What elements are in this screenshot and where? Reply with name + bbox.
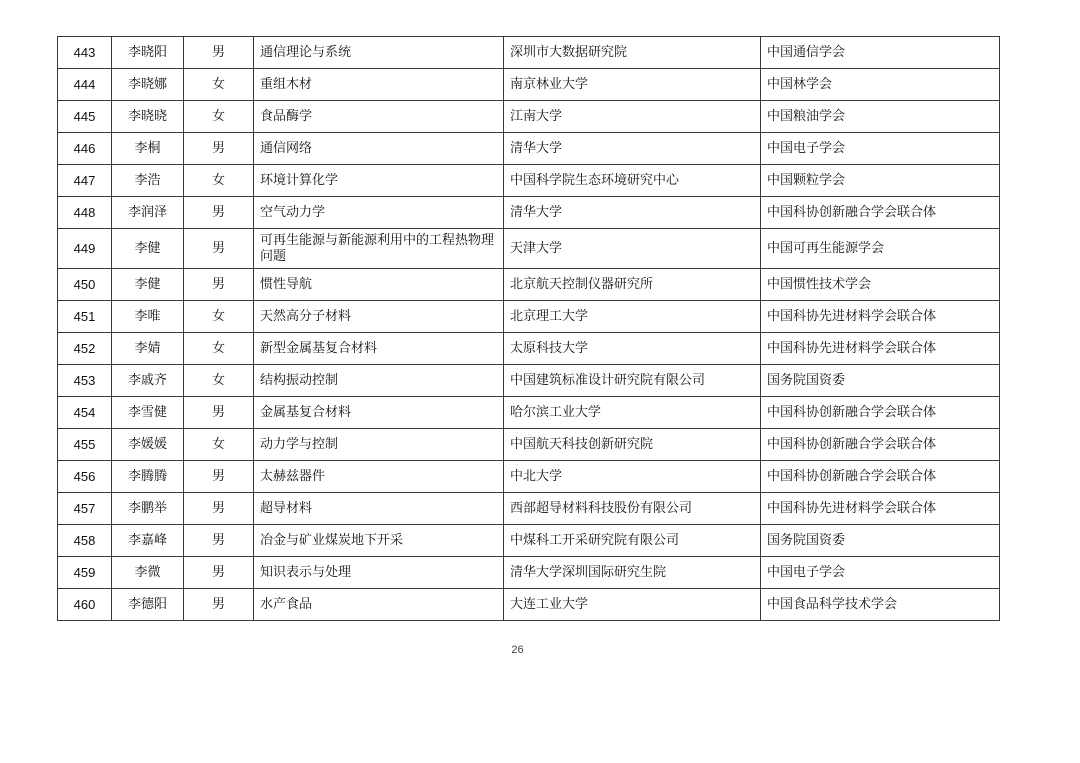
nominating-body: 中国科协创新融合学会联合体: [761, 397, 1000, 429]
table-row: [58, 269, 1000, 301]
nominating-body: 中国科协创新融合学会联合体: [761, 429, 1000, 461]
research-field: 水产食品: [254, 589, 504, 621]
candidate-name: 李嘉峰: [112, 525, 184, 557]
candidate-gender: 女: [184, 101, 254, 133]
work-unit: 北京航天控制仪器研究所: [504, 269, 761, 301]
research-field: 新型金属基复合材料: [254, 333, 504, 365]
row-number: 457: [58, 493, 112, 525]
candidate-gender: 男: [184, 493, 254, 525]
work-unit: 天津大学: [504, 229, 761, 269]
research-field: 环境计算化学: [254, 165, 504, 197]
research-field: 金属基复合材料: [254, 397, 504, 429]
candidate-name: 李晓晓: [112, 101, 184, 133]
row-number: 460: [58, 589, 112, 621]
work-unit: 太原科技大学: [504, 333, 761, 365]
table-row: [58, 197, 1000, 229]
work-unit: 北京理工大学: [504, 301, 761, 333]
row-number: 453: [58, 365, 112, 397]
candidate-gender: 女: [184, 69, 254, 101]
candidate-name: 李微: [112, 557, 184, 589]
table-row: [58, 133, 1000, 165]
candidate-gender: 男: [184, 269, 254, 301]
candidate-gender: 男: [184, 133, 254, 165]
research-field: 食品酶学: [254, 101, 504, 133]
nominating-body: 中国科协创新融合学会联合体: [761, 461, 1000, 493]
candidate-name: 李德阳: [112, 589, 184, 621]
candidate-gender: 男: [184, 525, 254, 557]
table-row: [58, 101, 1000, 133]
candidate-gender: 男: [184, 197, 254, 229]
row-number: 452: [58, 333, 112, 365]
research-field: 天然高分子材料: [254, 301, 504, 333]
table-row: [58, 37, 1000, 69]
candidate-name: 李戚齐: [112, 365, 184, 397]
nominating-body: 中国林学会: [761, 69, 1000, 101]
nominating-body: 国务院国资委: [761, 365, 1000, 397]
candidate-gender: 男: [184, 397, 254, 429]
candidate-name: 李媛媛: [112, 429, 184, 461]
candidate-gender: 男: [184, 229, 254, 269]
candidate-gender: 女: [184, 429, 254, 461]
table-row: [58, 429, 1000, 461]
candidate-name: 李健: [112, 229, 184, 269]
nominating-body: 中国电子学会: [761, 557, 1000, 589]
candidate-name: 李健: [112, 269, 184, 301]
candidate-gender: 男: [184, 557, 254, 589]
nominating-body: 中国通信学会: [761, 37, 1000, 69]
candidate-name: 李婧: [112, 333, 184, 365]
table-row: [58, 229, 1000, 269]
research-field: 动力学与控制: [254, 429, 504, 461]
work-unit: 深圳市大数据研究院: [504, 37, 761, 69]
work-unit: 中北大学: [504, 461, 761, 493]
candidate-name: 李鹏举: [112, 493, 184, 525]
work-unit: 中国建筑标准设计研究院有限公司: [504, 365, 761, 397]
candidate-gender: 女: [184, 165, 254, 197]
work-unit: 南京林业大学: [504, 69, 761, 101]
research-field: 惯性导航: [254, 269, 504, 301]
work-unit: 江南大学: [504, 101, 761, 133]
research-field: 通信网络: [254, 133, 504, 165]
candidate-table-body: [58, 37, 1000, 621]
row-number: 454: [58, 397, 112, 429]
row-number: 458: [58, 525, 112, 557]
row-number: 445: [58, 101, 112, 133]
table-row: [58, 365, 1000, 397]
row-number: 455: [58, 429, 112, 461]
work-unit: 清华大学深圳国际研究生院: [504, 557, 761, 589]
work-unit: 哈尔滨工业大学: [504, 397, 761, 429]
candidate-gender: 女: [184, 301, 254, 333]
research-field: 重组木材: [254, 69, 504, 101]
research-field: 可再生能源与新能源利用中的工程热物理问题: [254, 229, 504, 269]
table-row: [58, 165, 1000, 197]
nominating-body: 中国惯性技术学会: [761, 269, 1000, 301]
nominating-body: 中国颗粒学会: [761, 165, 1000, 197]
row-number: 449: [58, 229, 112, 269]
nominating-body: 中国可再生能源学会: [761, 229, 1000, 269]
candidate-table: [57, 36, 1000, 621]
table-row: [58, 461, 1000, 493]
nominating-body: 中国粮油学会: [761, 101, 1000, 133]
research-field: 通信理论与系统: [254, 37, 504, 69]
table-row: [58, 557, 1000, 589]
row-number: 444: [58, 69, 112, 101]
candidate-name: 李晓娜: [112, 69, 184, 101]
row-number: 447: [58, 165, 112, 197]
row-number: 450: [58, 269, 112, 301]
work-unit: 中煤科工开采研究院有限公司: [504, 525, 761, 557]
research-field: 超导材料: [254, 493, 504, 525]
row-number: 448: [58, 197, 112, 229]
candidate-name: 李腾腾: [112, 461, 184, 493]
research-field: 知识表示与处理: [254, 557, 504, 589]
work-unit: 中国航天科技创新研究院: [504, 429, 761, 461]
work-unit: 清华大学: [504, 197, 761, 229]
candidate-name: 李唯: [112, 301, 184, 333]
candidate-gender: 女: [184, 365, 254, 397]
work-unit: 西部超导材料科技股份有限公司: [504, 493, 761, 525]
row-number: 459: [58, 557, 112, 589]
row-number: 451: [58, 301, 112, 333]
row-number: 446: [58, 133, 112, 165]
table-row: [58, 493, 1000, 525]
table-row: [58, 69, 1000, 101]
candidate-name: 李桐: [112, 133, 184, 165]
work-unit: 清华大学: [504, 133, 761, 165]
candidate-gender: 男: [184, 589, 254, 621]
research-field: 冶金与矿业煤炭地下开采: [254, 525, 504, 557]
candidate-name: 李晓阳: [112, 37, 184, 69]
research-field: 空气动力学: [254, 197, 504, 229]
nominating-body: 中国电子学会: [761, 133, 1000, 165]
research-field: 结构振动控制: [254, 365, 504, 397]
nominating-body: 中国食品科学技术学会: [761, 589, 1000, 621]
nominating-body: 中国科协先进材料学会联合体: [761, 301, 1000, 333]
table-row: [58, 589, 1000, 621]
nominating-body: 中国科协先进材料学会联合体: [761, 333, 1000, 365]
research-field: 太赫兹器件: [254, 461, 504, 493]
candidate-gender: 男: [184, 461, 254, 493]
row-number: 443: [58, 37, 112, 69]
candidate-name: 李雪健: [112, 397, 184, 429]
nominating-body: 中国科协创新融合学会联合体: [761, 197, 1000, 229]
candidate-gender: 女: [184, 333, 254, 365]
table-row: [58, 397, 1000, 429]
candidate-gender: 男: [184, 37, 254, 69]
nominating-body: 中国科协先进材料学会联合体: [761, 493, 1000, 525]
work-unit: 大连工业大学: [504, 589, 761, 621]
row-number: 456: [58, 461, 112, 493]
table-row: [58, 525, 1000, 557]
page-number: 26: [511, 644, 524, 656]
nominating-body: 国务院国资委: [761, 525, 1000, 557]
candidate-name: 李润泽: [112, 197, 184, 229]
candidate-name: 李浩: [112, 165, 184, 197]
table-row: [58, 301, 1000, 333]
table-row: [58, 333, 1000, 365]
work-unit: 中国科学院生态环境研究中心: [504, 165, 761, 197]
